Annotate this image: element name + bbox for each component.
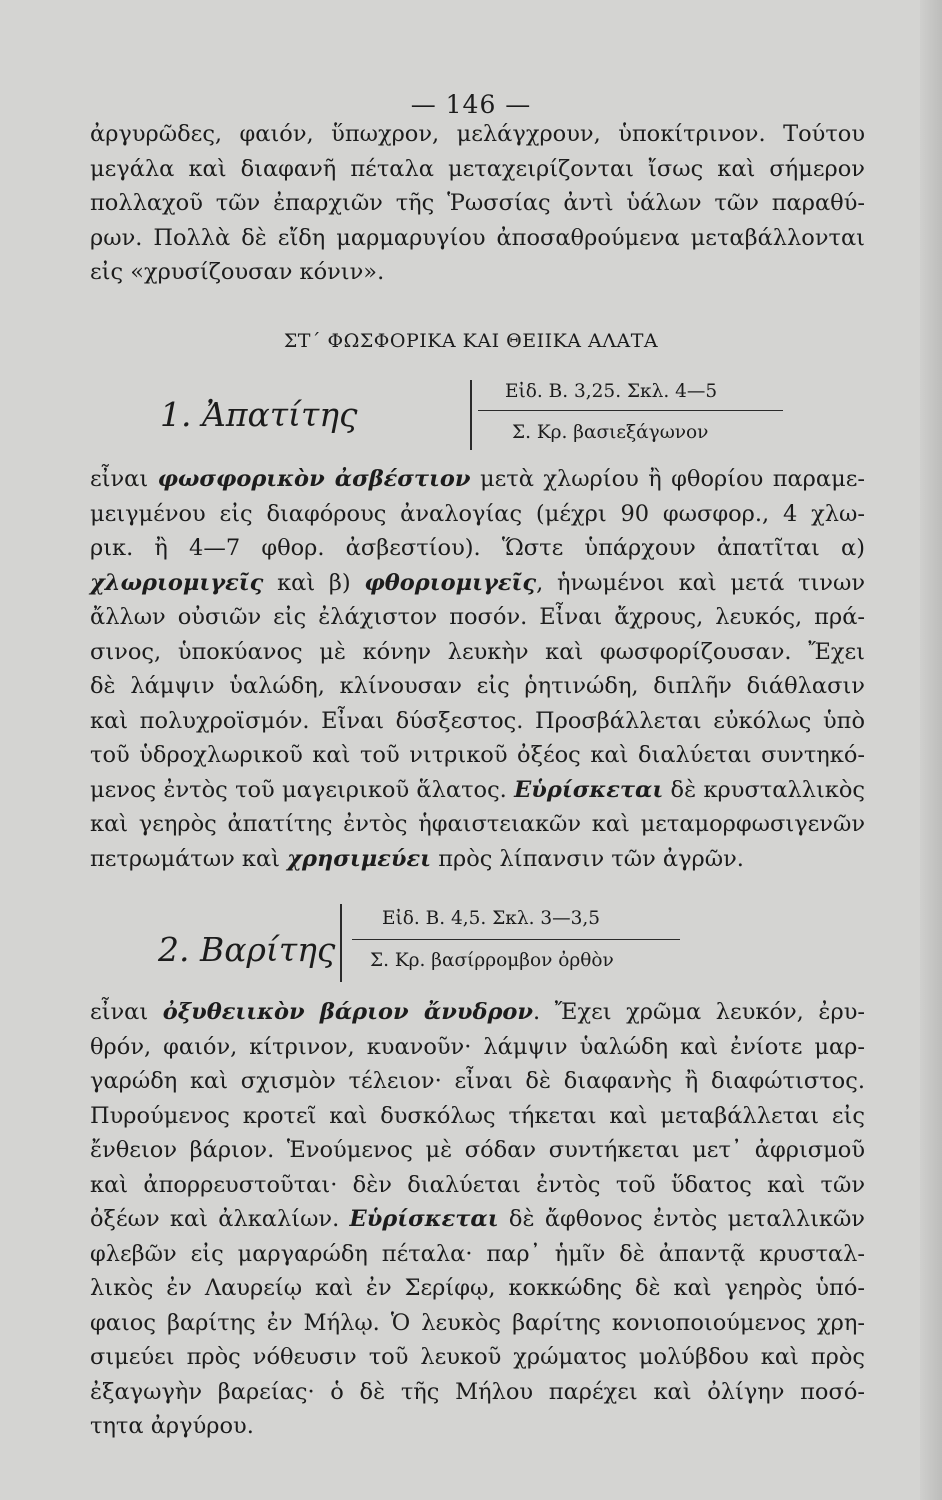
intro-line: ρων. Πολλὰ δὲ εἴδη μαρμαρυγίου ἀποσαθρούμενα μεταβάλλονται <box>90 224 865 251</box>
mineral-2-rule <box>352 939 680 940</box>
description-line <box>90 1099 865 1134</box>
text-run: σιμεύει πρὸς νόθευσιν τοῦ λευκοῦ χρώματος μολύβδου καὶ πρὸς <box>90 1344 865 1370</box>
emphasized-term: φθοριομιγεῖς <box>364 569 537 596</box>
description-line <box>90 531 865 566</box>
description-line <box>90 1133 865 1168</box>
description-line <box>90 1340 865 1375</box>
description-line <box>90 497 865 532</box>
text-run: καὶ γεηρὸς ἀπατίτης ἐντὸς ἡφαιστειακῶν καὶ μεταμορφωσιγενῶν <box>90 811 865 837</box>
emphasized-term: χλωριομιγεῖς <box>90 569 264 596</box>
description-line <box>90 600 865 635</box>
description-line <box>90 566 865 601</box>
intro-line: πολλαχοῦ τῶν ἐπαρχιῶν τῆς Ῥωσσίας ἀντὶ ὑάλων τῶν παραθύ- <box>90 190 865 216</box>
text-run: ἄλλων οὐσιῶν εἰς ἐλάχιστον ποσόν. Εἶναι ἄχρους, λευκός, πρά- <box>90 604 865 630</box>
text-run: , ἡνωμένοι καὶ μετά τινων <box>536 569 865 596</box>
mineral-2-brace <box>340 904 346 982</box>
description-line <box>90 842 865 877</box>
description-line <box>90 1306 865 1341</box>
emphasized-term: ὀξυθειικὸν βάριον ἄνυδρον <box>162 999 534 1025</box>
text-run: καὶ β) <box>263 569 365 596</box>
emphasized-term: Εὑρίσκεται <box>349 1206 499 1232</box>
mineral-1-rule <box>478 410 783 411</box>
text-run: ὀξέων καὶ ἀλκαλίων. <box>90 1206 350 1232</box>
section-heading: ΣΤ΄ ΦΩΣΦΟΡΙΚΑ ΚΑΙ ΘΕΙΙΚΑ ΑΛΑΤΑ <box>283 330 659 352</box>
emphasized-term: χρησιμεύει <box>287 845 432 872</box>
description-line <box>90 1064 865 1099</box>
intro-line: ἀργυρῶδες, φαιόν, ὕπωχρον, μελάγχρουν, ὑποκίτρινον. Τούτου <box>90 121 865 147</box>
mineral-1-properties: Εἰδ. Β. 3,25. Σκλ. 4—5 <box>505 381 718 402</box>
text-run: δὲ ἄφθονος ἐντὸς μεταλλικῶν <box>498 1206 865 1232</box>
description-line <box>90 807 865 842</box>
text-run: δὲ κρυσταλλικὸς <box>663 776 865 803</box>
text-run: ἐξαγωγὴν βαρείας· ὁ δὲ τῆς Μήλου παρέχει καὶ ὀλίγην ποσό- <box>90 1378 865 1405</box>
text-run: φλεβῶν εἰς μαργαρώδη πέταλα· παρ᾽ ἡμῖν δὲ ἀπαντᾷ κρυσταλ- <box>90 1240 865 1267</box>
text-run: εἶναι <box>90 466 158 492</box>
page-edge-shadow <box>920 0 942 1500</box>
intro-line: μεγάλα καὶ διαφανῆ πέταλα μεταχειρίζονται ἴσως καὶ σήμερον <box>90 155 865 182</box>
text-run: μενος ἐντὸς τοῦ μαγειρικοῦ ἅλατος. <box>90 776 515 803</box>
description-line <box>90 1168 865 1203</box>
text-run: μειγμένου εἰς διαφόρους ἀναλογίας (μέχρι 90 φωσφορ., 4 χλω- <box>90 500 865 527</box>
description-line <box>90 1409 865 1444</box>
mineral-1-crystal-system: Σ. Κρ. βασιεξάγωνον <box>512 422 709 443</box>
description-line <box>90 1202 865 1237</box>
description-line <box>90 1375 865 1410</box>
text-run: . Ἔχει χρῶμα λευκόν, ἐρυ- <box>533 999 865 1025</box>
description-line <box>90 738 865 773</box>
text-run: φαιος βαρίτης ἐν Μήλῳ. Ὁ λευκὸς βαρίτης κονιοποιούμενος χρη- <box>90 1309 865 1336</box>
text-run: πρὸς λίπανσιν τῶν ἀγρῶν. <box>431 845 744 872</box>
text-run: δὲ λάμψιν ὑαλώδη, κλίνουσαν εἰς ῥητινώδη, διπλῆν διάθλασιν <box>90 673 865 699</box>
description-line <box>90 773 865 808</box>
description-line <box>90 462 865 497</box>
emphasized-term: φωσφορικὸν ἀσβέστιον <box>157 466 471 492</box>
text-run: τοῦ ὑδροχλωρικοῦ καὶ τοῦ νιτρικοῦ ὀξέος καὶ διαλύεται συντηκό- <box>90 742 865 768</box>
description-line <box>90 1030 865 1065</box>
text-run: θρόν, φαιόν, κίτρινον, κυανοῦν· λάμψιν ὑαλώδη καὶ ἐνίοτε μαρ- <box>90 1033 865 1060</box>
text-run: Πυρούμενος κροτεῖ καὶ δυσκόλως τήκεται καὶ μεταβάλλεται εἰς <box>90 1102 865 1129</box>
text-run: πετρωμάτων καὶ <box>90 845 288 872</box>
text-run: καὶ ἀπορρευστοῦται· δὲν διαλύεται ἐντὸς τοῦ ὕδατος καὶ τῶν <box>90 1171 865 1198</box>
description-line <box>90 704 865 739</box>
mineral-2-description <box>90 995 865 1444</box>
text-run: γαρώδη καὶ σχισμὸν τέλειον· εἶναι δὲ διαφανὴς ἢ διαφώτιστος. <box>90 1068 865 1094</box>
description-line <box>90 995 865 1030</box>
text-run: ἔνθειον βάριον. Ἑνούμενος μὲ σόδαν συντήκεται μετ᾽ ἀφρισμοῦ <box>90 1137 865 1163</box>
text-run: καὶ πολυχροϊσμόν. Εἶναι δύσξεστος. Προσβάλλεται εὐκόλως ὑπὸ <box>90 707 865 734</box>
mineral-2-properties: Εἰδ. Β. 4,5. Σκλ. 3—3,5 <box>382 908 601 929</box>
text-run: ρικ. ἢ 4—7 φθορ. ἀσβεστίου). Ὥστε ὑπάρχουν ἀπατῖται α) <box>90 535 865 561</box>
text-run: μετὰ χλωρίου ἢ φθορίου παραμε- <box>470 466 865 492</box>
description-line <box>90 635 865 670</box>
intro-line: εἰς «χρυσίζουσαν κόνιν». <box>90 259 385 285</box>
mineral-2-crystal-system: Σ. Κρ. βασίρρομβον ὀρθὸν <box>370 950 614 971</box>
mineral-2-name: 2. Βαρίτης <box>158 930 336 969</box>
mineral-1-brace <box>470 380 476 450</box>
text-run: εἶναι <box>90 999 163 1025</box>
description-line <box>90 669 865 704</box>
mineral-1-description <box>90 462 865 876</box>
text-run: τητα ἀργύρου. <box>90 1413 254 1439</box>
text-run: λικὸς ἐν Λαυρείῳ καὶ ἐν Σερίφῳ, κοκκώδης δὲ καὶ γεηρὸς ὑπό- <box>90 1275 865 1301</box>
text-run: σινος, ὑποκύανος μὲ κόνην λευκὴν καὶ φωσφορίζουσαν. Ἔχει <box>90 638 865 665</box>
intro-paragraph <box>90 117 865 290</box>
description-line <box>90 1237 865 1272</box>
mineral-1-name: 1. Ἀπατίτης <box>160 395 358 434</box>
page-number: — 146 — <box>410 90 532 119</box>
emphasized-term: Εὑρίσκεται <box>514 776 664 803</box>
description-line <box>90 1271 865 1306</box>
